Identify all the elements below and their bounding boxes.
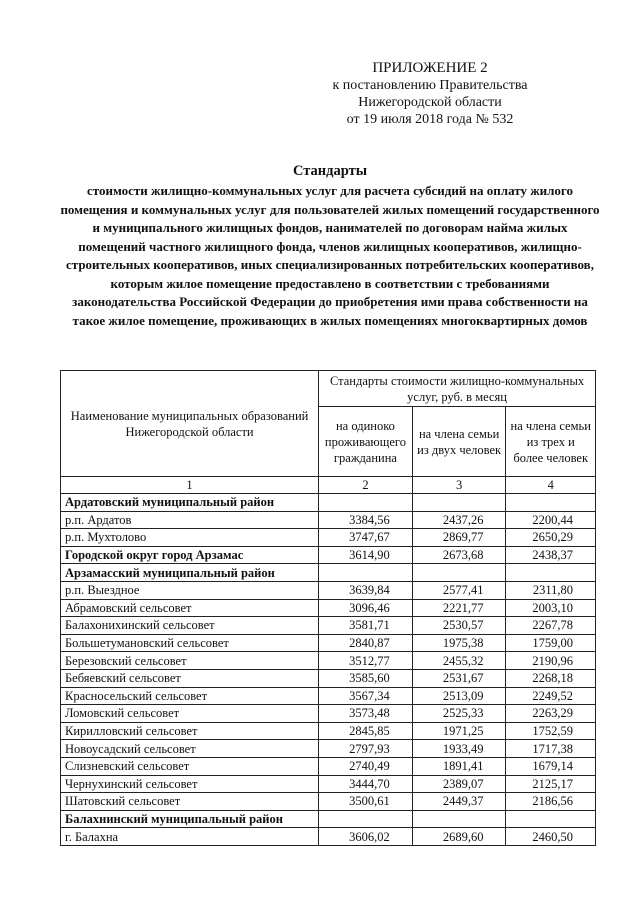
single-person-cost-cell xyxy=(319,810,413,828)
two-person-cost-cell: 2689,60 xyxy=(412,828,506,846)
attachment-block xyxy=(300,60,560,128)
municipality-name-cell: Бебяевский сельсовет xyxy=(61,669,319,687)
municipality-name-cell: Балахонихинский сельсовет xyxy=(61,617,319,635)
two-person-cost-cell: 1891,41 xyxy=(412,757,506,775)
two-person-cost-cell: 2577,41 xyxy=(412,581,506,599)
single-person-cost-cell xyxy=(319,494,413,512)
municipality-name-cell: Ардатовский муниципальный район xyxy=(61,494,319,512)
single-person-cost-cell: 2840,87 xyxy=(319,634,413,652)
two-person-cost-cell: 2531,67 xyxy=(412,669,506,687)
two-person-cost-cell: 1975,38 xyxy=(412,634,506,652)
three-plus-cost-cell: 2650,29 xyxy=(506,529,596,547)
attachment-line-2: Нижегородской области xyxy=(358,95,502,110)
two-person-cost-cell: 2389,07 xyxy=(412,775,506,793)
table-row xyxy=(61,652,596,670)
single-person-cost-cell: 3096,46 xyxy=(319,599,413,617)
column-number-1: 1 xyxy=(61,477,319,494)
table-row xyxy=(61,740,596,758)
municipality-name-cell: г. Балахна xyxy=(61,828,319,846)
table-row xyxy=(61,828,596,846)
three-plus-cost-cell: 1679,14 xyxy=(506,757,596,775)
municipality-name-cell: р.п. Ардатов xyxy=(61,511,319,529)
single-person-cost-cell: 3614,90 xyxy=(319,546,413,564)
two-person-cost-cell: 2455,32 xyxy=(412,652,506,670)
two-person-cost-cell xyxy=(412,564,506,582)
table-row xyxy=(61,581,596,599)
municipality-name-cell: Березовский сельсовет xyxy=(61,652,319,670)
two-person-cost-cell: 2513,09 xyxy=(412,687,506,705)
single-person-cost-cell: 3581,71 xyxy=(319,617,413,635)
table-group-row xyxy=(61,810,596,828)
document-title: Стандарты xyxy=(292,163,368,179)
table-row xyxy=(61,705,596,723)
three-plus-cost-cell: 2263,29 xyxy=(506,705,596,723)
three-plus-cost-cell: 2311,80 xyxy=(506,581,596,599)
table-group-row xyxy=(61,494,596,512)
table-group-row xyxy=(61,564,596,582)
single-person-cost-cell: 3585,60 xyxy=(319,669,413,687)
three-plus-cost-cell: 1759,00 xyxy=(506,634,596,652)
table-row xyxy=(61,757,596,775)
column-number-4: 4 xyxy=(506,477,596,494)
two-person-cost-cell: 2673,68 xyxy=(412,546,506,564)
three-plus-cost-cell: 1717,38 xyxy=(506,740,596,758)
three-plus-cost-cell xyxy=(506,564,596,582)
table-row xyxy=(61,634,596,652)
three-plus-cost-cell: 2003,10 xyxy=(506,599,596,617)
single-person-cost-cell: 3573,48 xyxy=(319,705,413,723)
table-body xyxy=(61,494,596,846)
table-row xyxy=(61,599,596,617)
header-municipality: Наименование муниципальных образований Нижегородской области xyxy=(61,371,319,477)
attachment-title: ПРИЛОЖЕНИЕ 2 xyxy=(372,60,488,76)
table-group-row xyxy=(61,546,596,564)
municipality-name-cell: Арзамасский муниципальный район xyxy=(61,564,319,582)
attachment-line-1: к постановлению Правительства xyxy=(332,78,528,93)
two-person-cost-cell xyxy=(412,810,506,828)
three-plus-cost-cell xyxy=(506,810,596,828)
document-subtitle: стоимости жилищно-коммунальных услуг для расчета субсидий на оплату жилого помещения и коммунальных услуг для пользователей жилых помещений государственного и муниципального жилищных фондов, нанимателей по договорам найма жилых помещений частного жилищного фонда, членов жилищных кооперативов, жилищно-строительных кооперативов, иных специализированных потребительских кооперативов, которым жилое помещение предоставлено в соответствии с требованиями законодательства Российской Федерации до приобретения ими права собственности на такое жилое помещение, проживающих в жилых помещениях многоквартирных домов xyxy=(60,183,600,328)
two-person-cost-cell: 2221,77 xyxy=(412,599,506,617)
single-person-cost-cell: 3500,61 xyxy=(319,793,413,811)
municipality-name-cell: Слизневский сельсовет xyxy=(61,757,319,775)
table-row xyxy=(61,669,596,687)
municipality-name-cell: Городской округ город Арзамас xyxy=(61,546,319,564)
table-row xyxy=(61,722,596,740)
single-person-cost-cell: 3747,67 xyxy=(319,529,413,547)
three-plus-cost-cell: 2125,17 xyxy=(506,775,596,793)
two-person-cost-cell: 2525,33 xyxy=(412,705,506,723)
two-person-cost-cell: 2437,26 xyxy=(412,511,506,529)
column-number-3: 3 xyxy=(412,477,506,494)
single-person-cost-cell: 3444,70 xyxy=(319,775,413,793)
two-person-cost-cell xyxy=(412,494,506,512)
header-standards: Стандарты стоимости жилищно-коммунальных услуг, руб. в месяц xyxy=(319,371,596,407)
single-person-cost-cell: 2797,93 xyxy=(319,740,413,758)
table-row xyxy=(61,617,596,635)
two-person-cost-cell: 1933,49 xyxy=(412,740,506,758)
single-person-cost-cell: 3384,56 xyxy=(319,511,413,529)
single-person-cost-cell: 3639,84 xyxy=(319,581,413,599)
single-person-cost-cell: 2845,85 xyxy=(319,722,413,740)
municipality-name-cell: р.п. Выездное xyxy=(61,581,319,599)
municipality-name-cell: Балахнинский муниципальный район xyxy=(61,810,319,828)
two-person-cost-cell: 2869,77 xyxy=(412,529,506,547)
header-two-person-family: на члена семьи из двух человек xyxy=(412,407,506,477)
header-single-person: на одиноко проживающего гражданина xyxy=(319,407,413,477)
two-person-cost-cell: 2449,37 xyxy=(412,793,506,811)
three-plus-cost-cell: 1752,59 xyxy=(506,722,596,740)
three-plus-cost-cell: 2190,96 xyxy=(506,652,596,670)
table-row xyxy=(61,529,596,547)
three-plus-cost-cell: 2200,44 xyxy=(506,511,596,529)
municipality-name-cell: Ломовский сельсовет xyxy=(61,705,319,723)
table-row xyxy=(61,775,596,793)
table-row xyxy=(61,687,596,705)
municipality-name-cell: Красносельский сельсовет xyxy=(61,687,319,705)
three-plus-cost-cell xyxy=(506,494,596,512)
municipality-name-cell: Новоусадский сельсовет xyxy=(61,740,319,758)
column-number-2: 2 xyxy=(319,477,413,494)
municipality-name-cell: Шатовский сельсовет xyxy=(61,793,319,811)
single-person-cost-cell xyxy=(319,564,413,582)
three-plus-cost-cell: 2249,52 xyxy=(506,687,596,705)
single-person-cost-cell: 3606,02 xyxy=(319,828,413,846)
table-row xyxy=(61,511,596,529)
three-plus-cost-cell: 2460,50 xyxy=(506,828,596,846)
attachment-line-3: от 19 июля 2018 года № 532 xyxy=(346,112,514,127)
three-plus-cost-cell: 2186,56 xyxy=(506,793,596,811)
document-heading xyxy=(60,162,600,330)
single-person-cost-cell: 3567,34 xyxy=(319,687,413,705)
single-person-cost-cell: 3512,77 xyxy=(319,652,413,670)
three-plus-cost-cell: 2438,37 xyxy=(506,546,596,564)
header-three-plus-family: на члена семьи из трех и более человек xyxy=(506,407,596,477)
two-person-cost-cell: 1971,25 xyxy=(412,722,506,740)
municipality-name-cell: Кирилловский сельсовет xyxy=(61,722,319,740)
single-person-cost-cell: 2740,49 xyxy=(319,757,413,775)
three-plus-cost-cell: 2267,78 xyxy=(506,617,596,635)
standards-table xyxy=(60,370,596,846)
municipality-name-cell: р.п. Мухтолово xyxy=(61,529,319,547)
table-row xyxy=(61,793,596,811)
municipality-name-cell: Большетумановский сельсовет xyxy=(61,634,319,652)
two-person-cost-cell: 2530,57 xyxy=(412,617,506,635)
municipality-name-cell: Абрамовский сельсовет xyxy=(61,599,319,617)
municipality-name-cell: Чернухинский сельсовет xyxy=(61,775,319,793)
three-plus-cost-cell: 2268,18 xyxy=(506,669,596,687)
